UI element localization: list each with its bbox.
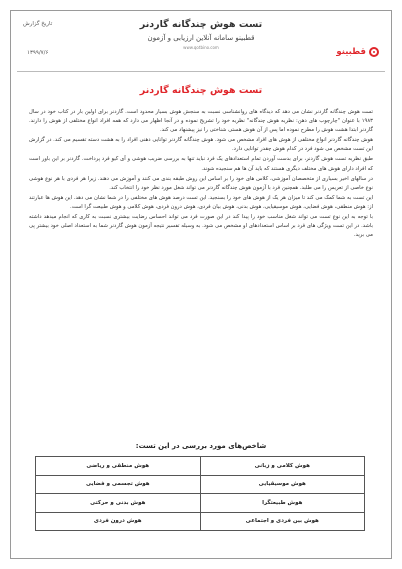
criteria-cell: هوش منطقی و ریاضی xyxy=(36,457,201,476)
document-title: تست هوش چندگانه گاردنر xyxy=(139,85,263,96)
criteria-cell: هوش تجسمی و فضایی xyxy=(36,475,201,494)
logo-mark-icon xyxy=(369,47,379,57)
table-row xyxy=(36,494,365,513)
body-paragraph: هوش چندگانه گاردنر انواع مختلفی از هوش های افراد مشخص می شود. هوش چندگانه گاردنر توانایی ذهنی افراد را به هشت دسته تقسیم می کند. در گزارش این تست مشخص می شود فرد در کدام هوش چقدر توانایی دارد. xyxy=(29,137,373,153)
report-page xyxy=(10,10,392,559)
report-date-label: تاریخ گزارش xyxy=(23,21,53,27)
qotbino-logo xyxy=(336,47,379,57)
report-date-value: ۱۳۹۹/۷/۶ xyxy=(27,50,49,56)
header-title: تست هوش چندگانه گاردنر xyxy=(139,19,263,30)
criteria-cell: هوش درون فردی xyxy=(36,512,201,531)
body-paragraph: این تست به شما کمک می کند تا میزان هر یک از هوش های خود را بسنجید. این تست درصد هوش های مختلفی را در شما نشان می دهد. این هوش ها عبارتند از: هوش منطقی، هوش فضایی، هوش موسیقیایی، هوش بدنی، هوش بیان فردی، هوش درون فردی، هوش کلامی و هوش طبیعت گرا است. xyxy=(29,194,373,210)
table-row xyxy=(36,457,365,476)
body-paragraph: تست هوش چندگانه گاردنر نشان می دهد که دیدگاه های روانشناسی نسبت به سنجش هوش بسیار محدود است. گاردنر برای اولین بار در کتاب خود در سال ۱۹۸۳ با عنوان "چارچوب های ذهن: نظریه هوش چندگانه" نظریه خود را تشریح نموده و در آنجا اظهار می دارد که همه افراد انواع مختلفی از هوش را دارند. گاردنر ابتدا هشت هوش را مطرح نموده اما پس از آن هوش هستی شناختی را نیز پیشنهاد می کند. xyxy=(29,109,373,134)
table-row xyxy=(36,475,365,494)
criteria-table xyxy=(35,456,365,531)
body-paragraph: طبق نظریه تست هوش گاردنر، برای بدست آوردن تمام استعدادهای یک فرد نباید تنها به بررسی ضریب هوشی و آی کیو فرد پرداخت. گاردنر بر این باور است که افراد دارای هوش های مختلف دیگری هستند که باید آن ها هم سنجیده شوند. xyxy=(29,156,373,172)
criteria-heading: شاخص‌های مورد بررسی در این تست: xyxy=(135,442,267,450)
header-website: www.qotbino.com xyxy=(183,45,219,50)
body-paragraph: با توجه به این نوع تست می تواند شغل مناسب خود را پیدا کند در این صورت فرد می تواند احساس رضایت بیشتری نسبت به کاری که انجام میدهد داشته باشد. در این تست ویژگی های فرد بر اساس استعدادهای او مشخص می شود. به وسیله تفسیر نتیجه آزمون هوش گاردنر شما به استعداد اصلی خود بیشتر پی می برید. xyxy=(29,214,373,239)
header-subtitle: قطبینو سامانه آنلاین ارزیابی و آزمون xyxy=(147,34,255,42)
criteria-cell: هوش بدنی و حرکتی xyxy=(36,494,201,513)
criteria-cell: هوش طبیعتگرا xyxy=(200,494,365,513)
document-body xyxy=(29,108,373,241)
header-divider xyxy=(17,71,385,72)
body-paragraph: در سالهای اخیر بسیاری از متخصصان آموزشی، کلاس های خود را بر اساس این روش طبقه بندی می کنند و آموزش می دهند. زیرا هر فردی با هر نوع هوشی نوع خاصی از تعریس را می طلبد. همچنین فرد با آزمون هوش چندگانه گاردنر می تواند شغل مورد نظر خود را انتخاب کند. xyxy=(29,175,373,191)
report-header xyxy=(11,11,391,73)
criteria-cell: هوش بین فردی و اجتماعی xyxy=(200,512,365,531)
criteria-cell: هوش موسیقیایی xyxy=(200,475,365,494)
table-row xyxy=(36,512,365,531)
logo-text: قطبینو xyxy=(336,47,366,57)
criteria-cell: هوش کلامی و زبانی xyxy=(200,457,365,476)
